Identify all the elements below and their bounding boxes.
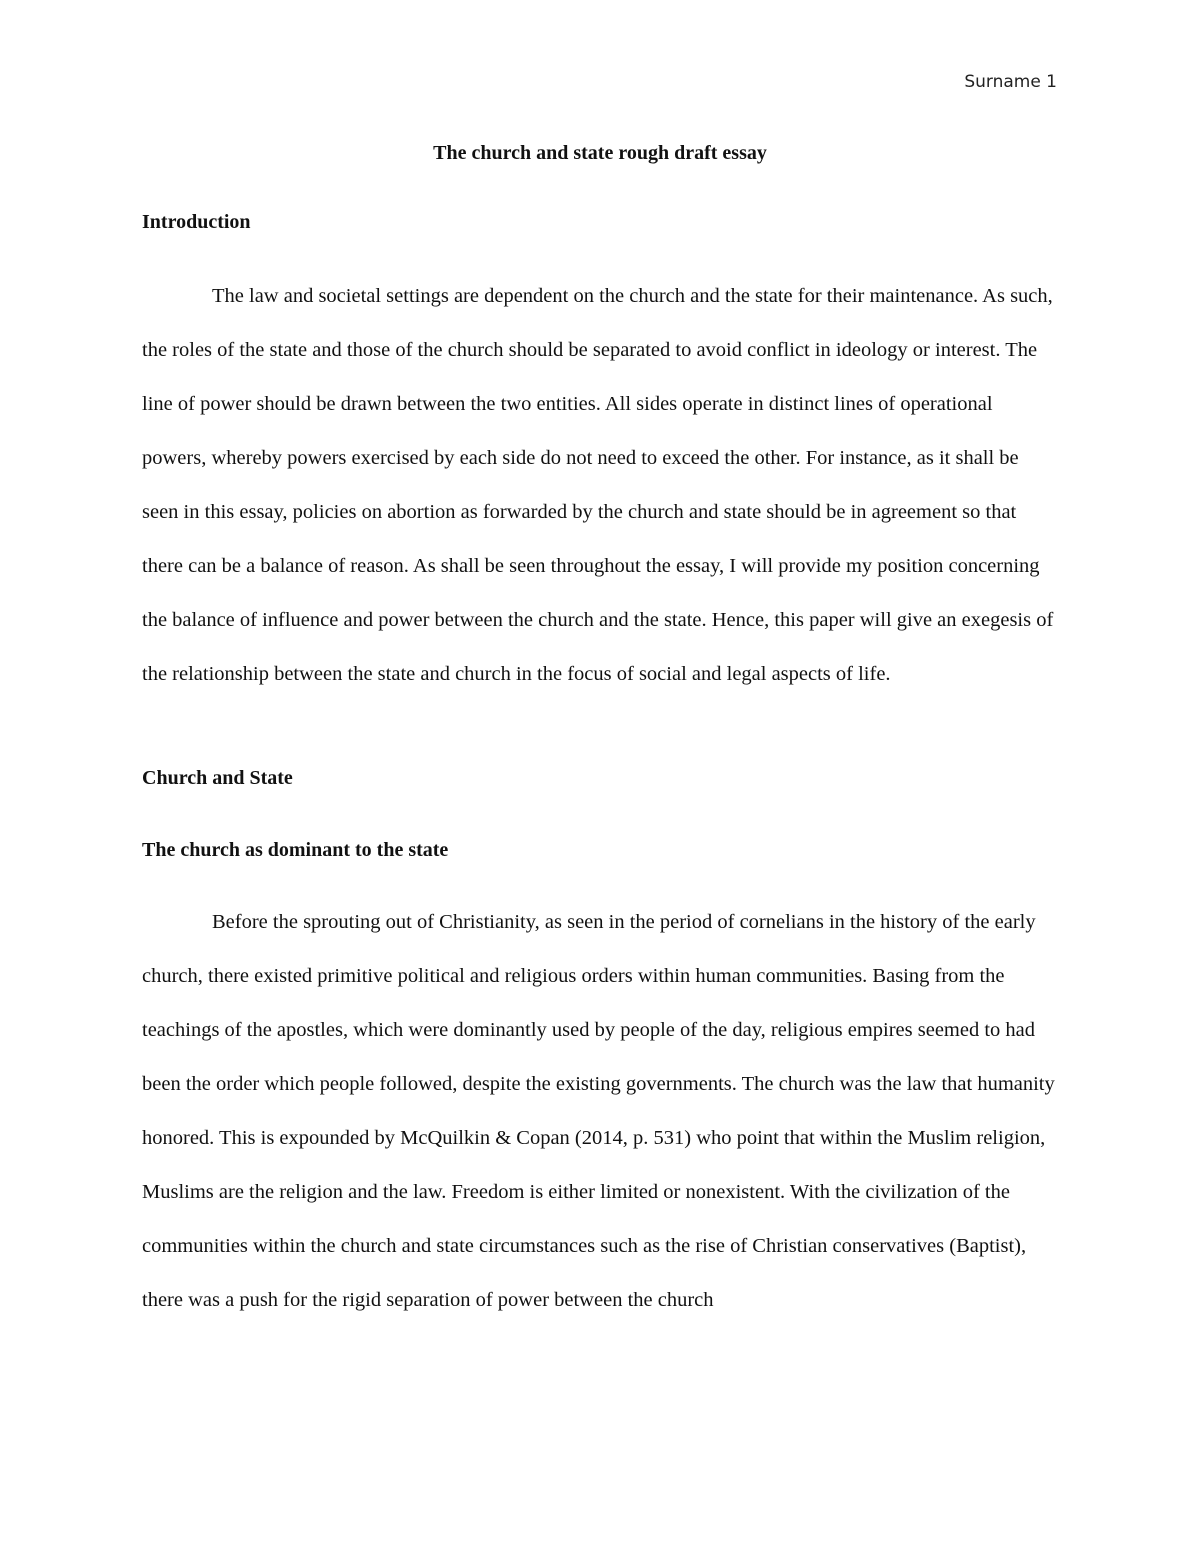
paragraph-church-dominant: Before the sprouting out of Christianity, as seen in the period of cornelians in the history of the early church, there existed primitive political and religious orders within human communities. Basing from the teachings of the apostles, which were dominantly used by people of the day, religious empires seemed to had been the order which people followed, despite the existing governments. The church was the law that humanity honored. This is expounded by McQuilkin & Copan (2014, p. 531) who point that within the Muslim religion, Muslims are the religion and the law. Freedom is either limited or nonexistent. With the civilization of the communities within the church and state circumstances such as the rise of Christian conservatives (Baptist), there was a push for the rigid separation of power between the church: [142, 911, 1055, 1311]
running-head: Surname 1: [964, 72, 1057, 92]
section-heading-church-and-state: Church and State: [142, 767, 293, 789]
paragraph-introduction: The law and societal settings are dependent on the church and the state for their maintenance. As such, the roles of the state and those of the church should be separated to avoid conflict in ideology or interest. The line of power should be drawn between the two entities. All sides operate in distinct lines of operational powers, whereby powers exercised by each side do not need to exceed the other. For instance, as it shall be seen in this essay, policies on abortion as forwarded by the church and state should be in agreement so that there can be a balance of reason. As shall be seen throughout the essay, I will provide my position concerning the balance of influence and power between the church and the state. Hence, this paper will give an exegesis of the relationship between the state and church in the focus of social and legal aspects of life.: [142, 285, 1054, 685]
essay-title: The church and state rough draft essay: [433, 142, 767, 164]
subsection-heading-church-dominant: The church as dominant to the state: [142, 839, 449, 861]
section-heading-introduction: Introduction: [142, 211, 251, 233]
